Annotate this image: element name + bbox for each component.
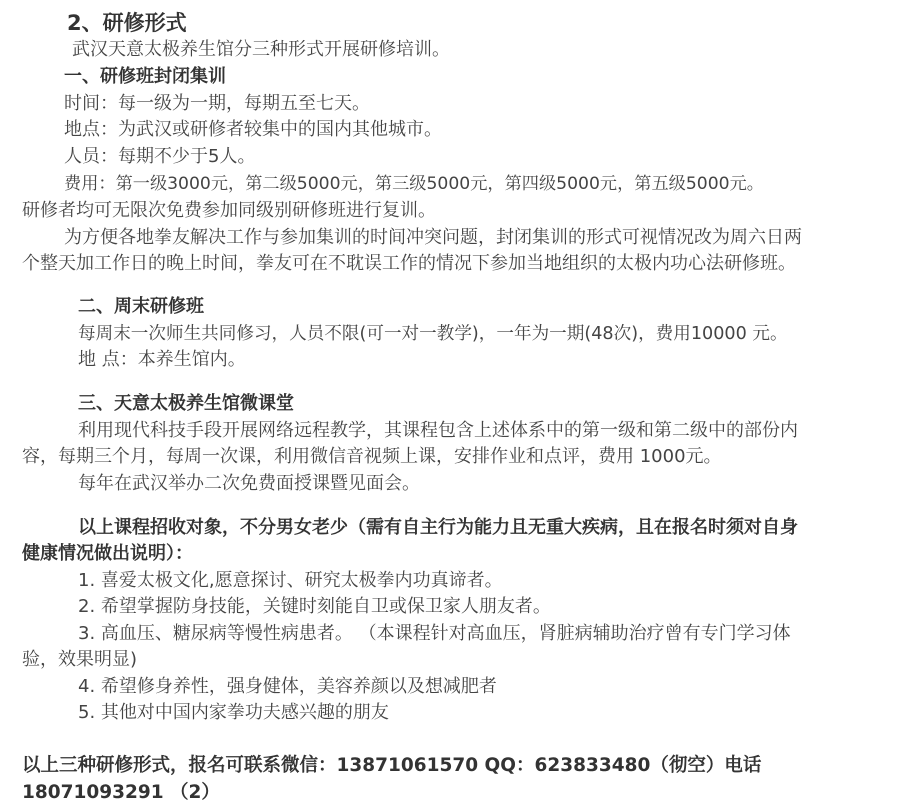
intro-text: 武汉天意太极养生馆分三种形式开展研修培训。 [72, 39, 450, 60]
part1-fee-line1: 费用：第一级3000元，第二级5000元，第三级5000元，第四级5000元，第五级5000元。 [64, 174, 764, 194]
contact-line1: 以上三种研修形式，报名可联系微信：13871061570 QQ：623833480（彻空）电话 [22, 755, 762, 776]
part1-heading: 一、研修班封闭集训 [64, 66, 226, 87]
part2-desc: 每周末一次师生共同修习，人员不限(可一对一教学)，一年为一期(48次)，费用10000 元。 [78, 324, 788, 344]
section-title: 2、研修形式 [67, 11, 187, 35]
part3-desc-line1: 利用现代科技手段开展网络远程教学，其课程包含上述体系中的第一级和第二级中的部份内 [78, 420, 798, 441]
part2-place: 地 点：本养生馆内。 [78, 349, 246, 370]
part3-desc-line2: 容，每期三个月，每周一次课，利用微信音视频上课，安排作业和点评，费用 1000元。 [22, 446, 722, 467]
part1-note-line2: 个整天加工作日的晚上时间，拳友可在不耽误工作的情况下参加当地组织的太极内功心法研修班。 [22, 253, 796, 274]
part1-people: 人员：每期不少于5人。 [64, 146, 256, 167]
audience-heading-line2: 健康情况做出说明）： [22, 543, 193, 564]
audience-item-5: 5. 其他对中国内家拳功夫感兴趣的朋友 [78, 702, 389, 723]
audience-item-1: 1. 喜爱太极文化,愿意探讨、研究太极拳内功真谛者。 [78, 570, 503, 591]
part1-place: 地点：为武汉或研修者较集中的国内其他城市。 [64, 119, 442, 140]
part2-heading: 二、周末研修班 [78, 296, 204, 317]
audience-item-2: 2. 希望掌握防身技能，关键时刻能自卫或保卫家人朋友者。 [78, 596, 551, 617]
contact-line2: 18071093291 （2） [22, 782, 220, 803]
part3-meeting: 每年在武汉举办二次免费面授课暨见面会。 [78, 473, 420, 494]
audience-item-4: 4. 希望修身养性，强身健体，美容养颜以及想减肥者 [78, 676, 497, 697]
audience-item-3-line2: 验，效果明显) [22, 649, 138, 670]
audience-heading-line1: 以上课程招收对象，不分男女老少（需有自主行为能力且无重大疾病，且在报名时须对自身 [78, 517, 798, 538]
part1-fee-line2: 研修者均可无限次免费参加同级别研修班进行复训。 [22, 200, 436, 221]
part1-note-line1: 为方便各地拳友解决工作与参加集训的时间冲突问题，封闭集训的形式可视情况改为周六日两 [64, 227, 802, 248]
audience-item-3-line1: 3. 高血压、糖尿病等慢性病患者。 （本课程针对高血压，肾脏病辅助治疗曾有专门学习体 [78, 623, 791, 644]
part3-heading: 三、天意太极养生馆微课堂 [78, 393, 294, 414]
part1-time: 时间：每一级为一期，每期五至七天。 [64, 93, 370, 114]
